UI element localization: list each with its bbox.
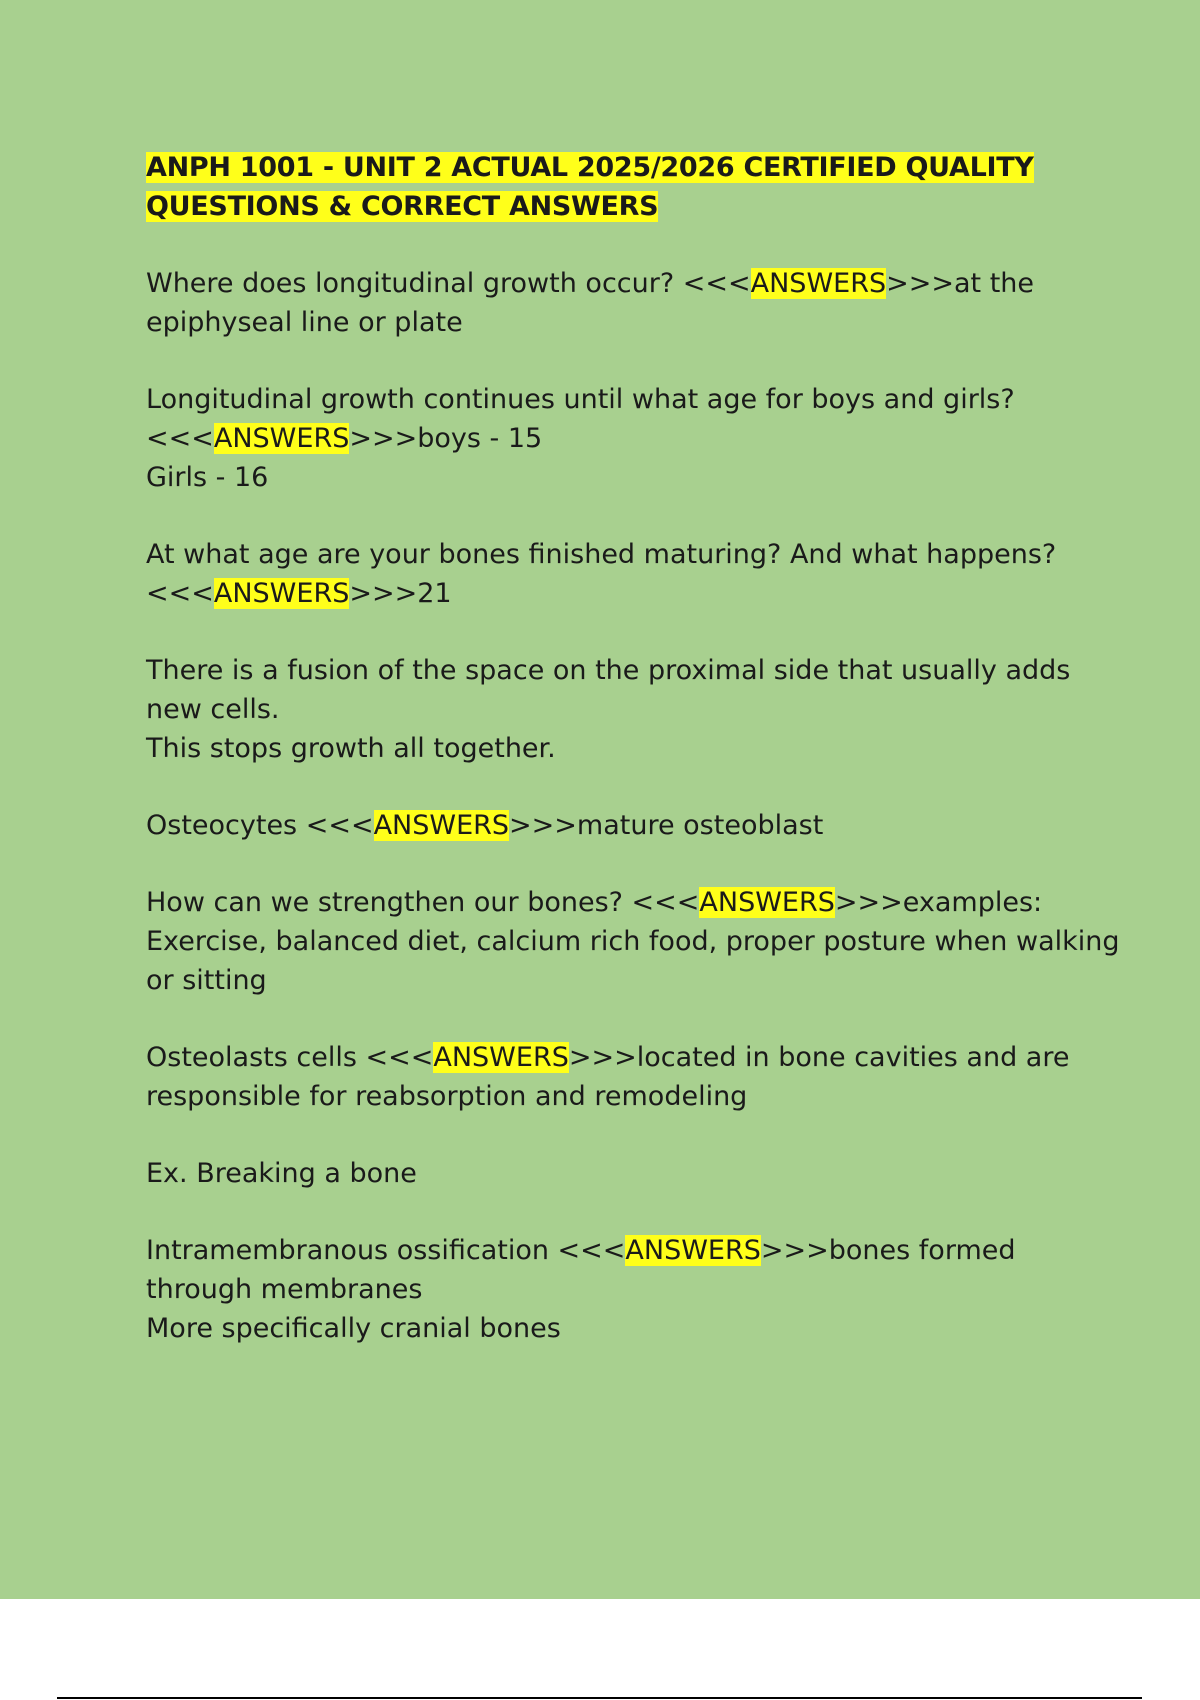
qa-item: [146, 1038, 1126, 1116]
note-paragraph: Ex. Breaking a bone: [146, 1158, 417, 1189]
title-line-2: QUESTIONS & CORRECT ANSWERS: [146, 191, 659, 222]
question-text: Osteocytes <<<: [146, 810, 374, 841]
footer-divider: [57, 1697, 1142, 1699]
document-title: [146, 148, 1126, 226]
question-text: How can we strengthen our bones? <<<: [146, 887, 700, 918]
title-line-1: ANPH 1001 - UNIT 2 ACTUAL 2025/2026 CERTIFIED QUALITY: [146, 152, 1034, 183]
answer-text: >>>examples: Exercise, balanced diet, calcium rich food, proper posture when walking or sitting: [146, 887, 1120, 996]
question-text: Longitudinal growth continues until what age for boys and girls? <<<: [146, 384, 1015, 454]
question-text: At what age are your bones finished maturing? And what happens? <<<: [146, 539, 1057, 609]
answer-text: >>>located in bone cavities and are responsible for reabsorption and remodeling: [146, 1042, 1070, 1112]
answer-text: >>>21: [349, 578, 452, 609]
qa-item: [146, 883, 1126, 1000]
answer-text: >>>boys - 15 Girls - 16: [146, 423, 543, 493]
answers-tag: ANSWERS: [373, 810, 510, 841]
question-text: Where does longitudinal growth occur? <<<: [146, 268, 751, 299]
note-paragraph: There is a fusion of the space on the proximal side that usually adds new cells. This stops growth all together.: [146, 655, 1071, 764]
qa-item: [146, 264, 1126, 342]
answers-tag: ANSWERS: [750, 268, 887, 299]
answers-tag: ANSWERS: [213, 423, 350, 454]
answer-text: >>>mature osteoblast: [509, 810, 824, 841]
answers-tag: ANSWERS: [625, 1235, 761, 1266]
answers-tag: ANSWERS: [213, 578, 350, 609]
qa-item: [146, 1231, 1126, 1348]
document-content: [146, 148, 1126, 1386]
question-text: Intramembranous ossification <<<: [146, 1235, 626, 1266]
qa-item: [146, 380, 1126, 497]
answers-tag: ANSWERS: [433, 1042, 569, 1073]
answers-tag: ANSWERS: [699, 887, 835, 918]
qa-item: [146, 806, 1126, 845]
answer-text: >>>bones formed through membranes More specifically cranial bones: [146, 1235, 1016, 1344]
qa-item: [146, 535, 1126, 613]
answer-text: >>>at the epiphyseal line or plate: [146, 268, 1035, 338]
question-text: Osteolasts cells <<<: [146, 1042, 434, 1073]
